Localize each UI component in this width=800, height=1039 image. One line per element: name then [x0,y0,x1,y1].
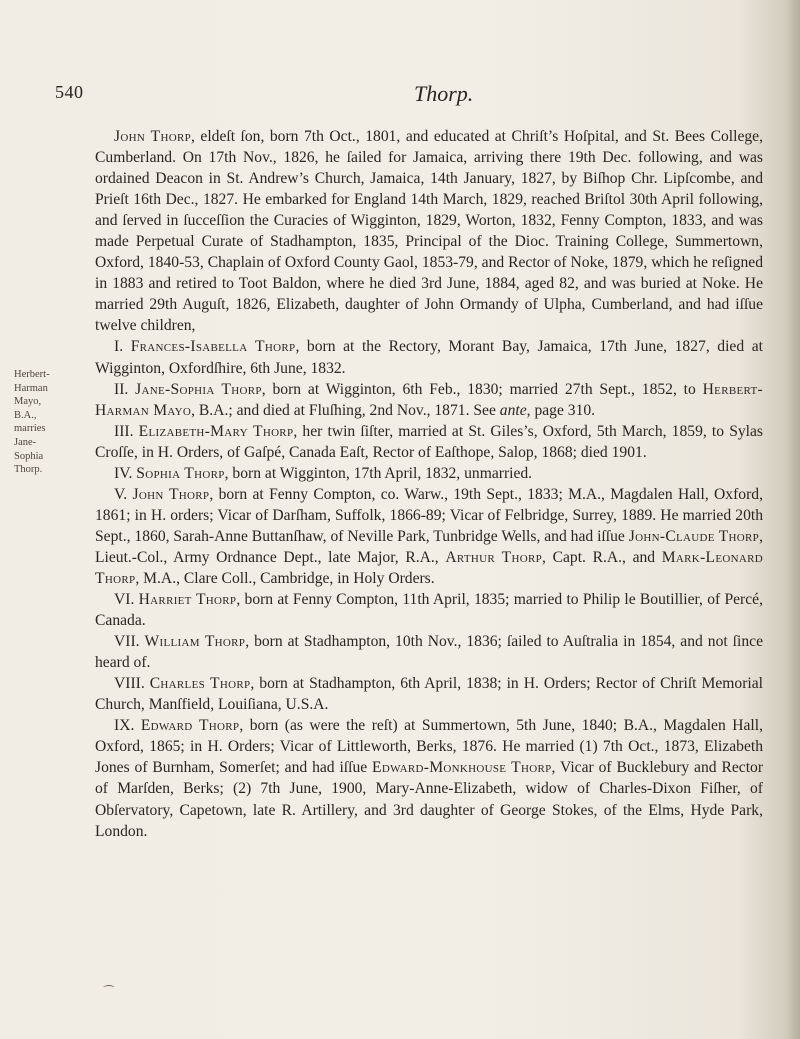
person-name: Harriet Thorp [138,591,237,609]
entry-text: , Vicar of Bucklebury and Rector of Marſden, Berks; (2) 7th June, 1900, Mary-Anne-Elizabeth, widow of Charles-Dixon Fiſher, of Obſervatory, Capetown, late R. Artillery, and 3rd daughter of George Stokes, of the Elms, Hyde Park, London. [95,759,764,840]
entry-number: VII. [114,633,140,651]
entry-number: IV. [114,464,133,482]
entry-number: VI. [114,591,135,609]
entry-number: III. [114,422,134,440]
person-name: John Thorp [114,128,191,145]
paragraph-text: , eldeſt ſon, born 7th Oct., 1801, and educated at Chriſt’s Hoſpital, and St. Bees College, Cumberland. On 17th Nov., 1826, he ſailed for Jamaica, arriving there 19th Dec. following, and was ordained Deacon in St. Andrew’s Church, Jamaica, 14th January, 1827, by Biſhop Chr. Lipſcombe, and Prieſt 16th Dec., 1827. He embarked for England 14th March, 1829, reached Briſtol 30th April following, and ſerved in ſucceſſion the Curacies of Wigginton, 1829, Worton, 1832, Fenny Compton, 1833, and was made Perpetual Curate of Stadhampton, 1835, Principal of the Dioc. Training College, Summertown, Oxford, 1840-53, Chaplain of Oxford County Gaol, 1853-79, and Rector of Noke, 1879, which he reſigned in 1883 and retired to Toot Baldon, where he died 3rd June, 1884, aged 82, and was buried at Noke. He married 29th Auguſt, 1826, Elizabeth, daughter of John Ormandy of Ulpha, Cumberland, and had iſſue twelve children, [95,128,763,335]
child-name: Arthur Thorp [445,548,543,566]
entry-text: , born at the Rectory, Morant Bay, Jamaica, 17th June, 1827, died at Wigginton, Oxfordſhire, 6th June, 1832. [95,338,763,377]
cross-reference: ante [499,401,527,419]
margin-note-line: Herbert- [14,369,50,380]
person-name: Elizabeth-Mary Thorp [138,422,294,440]
margin-note-line: Jane- [14,436,37,448]
entry-elizabeth-mary [95,421,763,463]
spouse-name: Herbert-Harman Mayo [95,380,763,419]
entry-text: , her twin ſiſter, married at St. Giles’s, Oxford, 5th March, 1859, to Sylas Croſſe, in H. Orders, of Gaſpé, Canada Eaſt, Rector of Eaſthope, Salop, 1868; died 1901. [95,422,764,461]
stray-print-mark: ⁀ [104,985,114,999]
margin-note [14,368,74,477]
child-name: Edward-Monkhouse Thorp [372,759,552,777]
entry-sophia [95,463,763,484]
page-number: 540 [55,82,84,102]
entry-charles [95,673,763,715]
entry-text: , born at Fenny Compton, co. Warw., 19th Sept., 1833; M.A., Magdalen Hall, Oxford, 1861; in H. orders; Vicar of Darſham, Suffolk, 1866-89; Vicar of Felbridge, Surrey, 1889. He married 20th Sept., 1860, Sarah-Anne Buttanſhaw, of Neville Park, Tunbridge Wells, and had iſſue [95,485,763,545]
entry-text: , M.A., Clare Coll., Cambridge, in Holy Orders. [135,569,435,587]
person-name: Sophia Thorp [136,464,225,482]
person-name: Charles Thorp [149,675,251,693]
page-header [0,82,800,112]
entry-number: IX. [114,717,135,735]
entry-text: , born at Fenny Compton, 11th April, 1835; married to Philip le Boutillier, of Percé, Canada. [95,591,763,630]
margin-note-line: B.A., [14,409,37,421]
entry-text: , born at Stadhampton, 10th Nov., 1836; ſailed to Auſtralia in 1854, and not ſince heard of. [95,633,763,672]
person-name: Jane-Sophia Thorp [135,380,262,398]
entry-william [95,631,763,673]
entry-number: V. [114,485,128,503]
margin-note-line: Mayo, [14,396,42,408]
entry-number: VIII. [114,675,145,693]
person-name: Edward Thorp [140,717,240,735]
entry-text: , born (as were the reſt) at Summertown, 5th June, 1840; B.A., Magdalen Hall, Oxford, 1865; in H. Orders; Vicar of Littleworth, Berks, 1876. He married (1) 7th Oct., 1873, Elizabeth Jones of Burnham, Somerſet; and had iſſue [95,717,763,777]
paragraph-john-thorp [95,126,763,336]
margin-note-line: marries [14,423,46,435]
child-name: John-Claude Thorp [628,527,760,545]
entry-number: I. [114,338,124,356]
entry-frances-isabella [95,336,763,378]
page-edge-shadow [786,0,800,1039]
entry-text: , page 310. [526,401,596,419]
entry-text: , born at Wigginton, 6th Feb., 1830; married 27th Sept., 1852, to [261,380,703,398]
margin-note-line: Harman [14,382,48,394]
person-name: John Thorp [132,485,210,503]
body-text [95,126,763,842]
entry-john [95,484,763,589]
entry-number: II. [114,380,129,398]
child-name: Mark-Leonard Thorp [95,548,763,587]
margin-note-line: Sophia [14,450,44,462]
entry-jane-sophia [95,379,763,421]
entry-text: , born at Stadhampton, 6th April, 1838; in H. Orders; Rector of Chriſt Memorial Church, Manſfield, Louiſiana, U.S.A. [95,675,763,714]
entry-text: , B.A.; and died at Fluſhing, 2nd Nov., 1871. See [191,401,500,419]
person-name: William Thorp [144,633,246,651]
person-name: Frances-Isabella Thorp [130,338,296,356]
margin-note-line: Thorp. [14,464,43,476]
entry-text: , Lieut.-Col., Army Ordnance Dept., late Major, R.A., [95,527,763,566]
entry-harriet [95,589,763,631]
entry-text: , born at Wigginton, 17th April, 1832, unmarried. [224,464,533,482]
entry-text: , Capt. R.A., and [542,548,662,566]
running-head: Thorp. [414,81,474,106]
entry-edward [95,715,763,841]
